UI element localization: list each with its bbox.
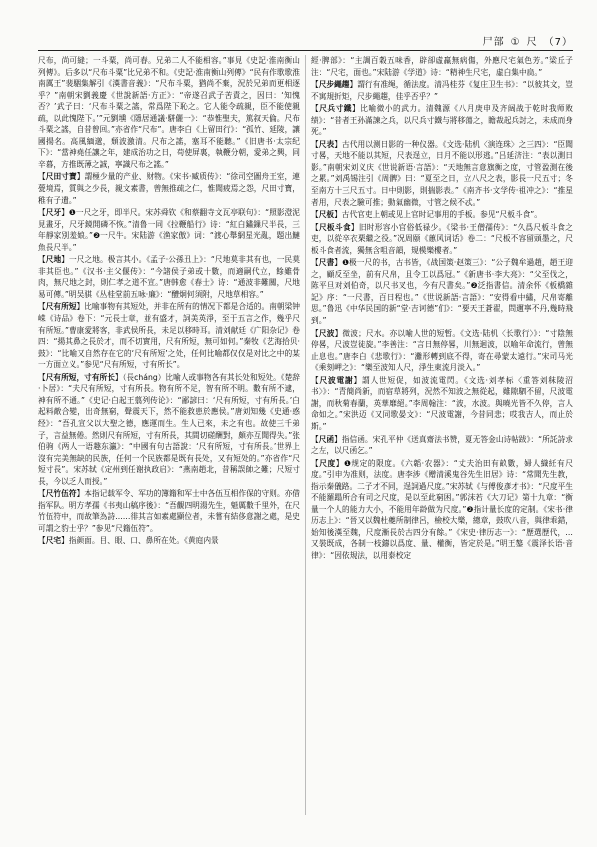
header-circle: ① <box>510 37 521 48</box>
entry-headword: 【 尺有所短 】 <box>38 302 84 311</box>
right-column <box>311 55 573 815</box>
entry-definition: 比喻微小的武力。清魏源《八月庚申及齐阔战于乾时我师败绩》：“昔者王孙滿諫之兵，以尺兵寸鐵与將移蕩之，瞻裁起兵討之，未成而身死。” <box>311 104 573 137</box>
dictionary-entry <box>38 535 300 547</box>
running-header <box>38 30 573 51</box>
entry-headword: 【 尺田寸寶 】 <box>38 172 84 181</box>
entry-headword: 【 尺竹伍符 】 <box>38 489 84 498</box>
dictionary-entry <box>311 139 573 208</box>
dictionary-entry <box>311 222 573 257</box>
entry-definition: 經·脾部》：“主調百穀五味香，辟卻虛羸無病傷，外應尺宅氣色芳。”梁丘子注：“尺宅，面也。”宋陆游《学道》诗：“精神生尺宅，虛白集中扃。” <box>311 56 573 77</box>
dictionary-entry <box>311 458 573 562</box>
entry-definition: 一尺之地。极言其小。《孟子·公孫丑上》：“尺地莫非其有也，一民莫非其臣也。”《汉书·主父偃传》：“今諸侯子弟或十數，而適嗣代立，餘雖骨肉，無尺地之封，則仁孝之道不宣。”唐韩愈《春士》诗：“通波非難關，尺地易可傳。”明吴骐《丛桂堂前五咏·廉》：“醴炯何須附，尺地草相容。” <box>38 255 300 299</box>
entry-headword: 【 尺表 】 <box>311 140 342 149</box>
entry-definition: （長cháng）比喻人或事物各有其长处和短处。《楚辞·卜居》：“夫尺有所短，寸有所長。物有所不足，智有所不明。數有所不逮，神有所不通。”《史记·白起王翦列传论》：“鄙諺曰：‘尺有所短，寸有所長。’白起料敵合變，出奇無窮，聲震天下，然不能救患於應侯。”唐刘知幾《史通·惑经》：“吾孔宣父以大聖之德，應運而生。生人已來，未之有也。故使三千弟子，言益無倦。然則尺有所短，寸有所長，其間切磋酬對，頗亦互聞得失。”张伯驹《两人一语趣东瀛》：“中國有句古語說：‘尺有所短，寸有所長。’世界上沒有完美無缺的民族，任何一个民族都是既有長处，又有短处的。”亦省作“尺短寸長”。宋苏轼《定州到任谢执政启》：“燕南趙北，昔稱誤帥之難；尺短寸長，今以乏人而授。” <box>38 372 300 486</box>
entry-headword: 【 尺度 】 <box>311 459 344 468</box>
entry-definition: 謂極少量的产业、财物。《宋书·臧质传》：“徐司空圖舟王室，連甍境焉，質與之少長，親文素書，曾無推疏之仁，惟聞疲焉之怨，尺田寸寶，稚有子遺。” <box>38 172 300 205</box>
header-section: 尸部 <box>482 37 505 48</box>
entry-headword: 【 尺步繩趨 】 <box>311 80 357 89</box>
entry-definition: 本指记载军令、军功的簿籍和军士中各伍互相作保的守则。亦借指军队。明方孝孺《书夷山稿序後》：“吾觀四明湯先生，魁厲數千里外，在尺竹伍符中，而故筆為詩……徘其言如素處顯位者，未嘗有結侈意謝之處，是史可謂之豹士乎？”参见“尺籍伍符”。 <box>38 489 300 533</box>
entry-headword: 【 尺牙 】 <box>38 208 69 217</box>
entry-definition: 古代官吏上朝或见上官时记事用的手板。参见“尺板斗食”。 <box>341 210 542 220</box>
entry-headword: 【 尺板 】 <box>311 210 342 219</box>
entry-definition: 古代用以测日影的一种仪器。《文选·陆机〈演连珠〉之三四》：“臣聞寸晷，天地不能以其短，尺表逞立，日月不能以形逃。”吕延济注：“表以測日影。”南朝宋刘义庆《世说新语·言語》：“天地無言意旗衡之度，寸管盈測在後之累。”刘禹锡注引《周髀》曰：“夏至之日，立八尺之表，影長一尺五寸；冬至南方十三尺五寸。日中則影，則揣影表。”《南齐书·文学传·祖冲之》：“推星者用，尺表之驗可推；動氣幽微，寸管之候不忒。” <box>311 139 573 207</box>
dictionary-entry <box>38 171 300 206</box>
entry-headword: 【 尺宅 】 <box>38 536 69 545</box>
dictionary-entry <box>311 103 573 138</box>
entry-headword: 【 尺波 】 <box>311 329 342 338</box>
dictionary-entry <box>311 434 573 457</box>
entry-definition: ❶一尺之牙，即半尺。宋苏舜钦《和蔡翻寺文瓦亭联句》：“照影澄泥見畫牙，尺牙鏡開磷不恢。”清鲁一同《拉鞭船行》诗：“紅白鏽鏁尺半長，三年靜家別羞娘。”❷一尺牛。宋陆游《渔家傲》词：“渡心舉網星光亂，題出鰱魚長尺半。” <box>38 208 300 252</box>
header-char: 尺 <box>526 37 538 48</box>
entry-headword: 【 尺兵寸鐵 】 <box>311 104 360 113</box>
entry-definition: 謂人世短促，如波流電閃。《文选·刘孝标〈重答刘秣陵沼书〉》：“青簡尚新，而宿草將列，況然不知波之無從起，雖隙駟不留，尺波電謝，而秋菊春蘭，英華靡絕。”李周翰注：“波，水波。與曉光皆不久停，言人命如之。”宋洪迈《又同歌晏文》：“尺波電謝，今昔同悲；哎我吉人，而止於斯。” <box>311 375 573 431</box>
dictionary-entry <box>38 207 300 253</box>
entry-definition: ❶规定的限度。《六韜·农器》：“丈夫治田有畝數，婦人織紝有尺度。”引申为准则，法度。唐李涉《赠清溪鬼谷先生旧居》诗：“常聞先生教，指示秦儀路。二子才不同，逞詞過尺度。”宋苏轼《与傅俊彥才书》：“尺度平生不能羅蹋所合有司之尺度，是以至此窮困。”郭沫若《大刀记》第十九章：“衡量一个人的能力大小，不能用年龄做为尺度。”❷指计量长度的定制。《宋书·律历志上》：“晉又以魏杜夔所制律呂，檢校大樂，總章，鼓吹八音，與律乖錯，始知後漢至魏，尺度漸長於古四分有餘。”《宋史·律历志一》：“歷選歷代，…又裝既成，各制一枝鑄以爲度、量、權衡，皆定於是。”明王鏊《震泽长语·音律》：“因依規法，以用泰校定 <box>311 458 573 560</box>
entry-definition: 尺布，尚可縫；一斗粟，尚可舂。兄弟二人不能相容。”事見《史記·淮南衡山列傳》。后多以“尺布斗粟”比兄弟不和。《史記·淮南衡山列傳》“民有作歌歌淮南厲王”裴駰集解引《漢書音義》：“尺布斗粟，猶尚不棄，況於兄弟而更相逐乎？”南朝宋劉義慶《世說新語·方正》：“帝遂召武子苦責之，因曰：‘知愧否？’武子曰：‘尺布斗粟之謠，常爲陛下恥之。它人能令疏親，臣不能使親疏，以此愧陛下。’”元劉壎《隱居通議·駢儷一》：“恭惟聖夫，篤叙天倫。尺布斗粟之謠，自昔曾回。”亦省作“尺布”。唐李白《上留田行》：“孤竹、延陵，讓國揚名。高風緬邈，頹波激清。尺布之謠，塞耳不能聽。”《旧唐书·太宗纪下》：“當神堯任讓之年，建成治功之日，苟使屏裏，執鞭分朝，愛弟之興，同辛暮，方推既薄之誠，寧識尺布之謠。” <box>38 56 300 169</box>
entry-definition: 旧时形容小官俗低禄少。《梁书·王僧孺传》：“久爲尺板斗食之吏，以從卒衣栗繼之役。”况周颐《蕙风词话》卷二：“尺板不容留頭墨之，尺板斗食者流，獨無含咀音韻，規模樂樓者。” <box>311 222 573 255</box>
entry-definition: ❶极一尺的书，古书皆，《战国策·赵策三》：“公子魏牟過趙，趙王迎之，顧反至坐，前有尺帛，且令工以爲冠。”《新唐书·李大亮》：“父至伐之，陈平旦对刘伯奇，以尺书叉也，今有尺書矣。”❷泛指書信。清余怀《板橋雜記》序：“一尺書，百日程也。”《世说新語·言語》：“安得看中繡，尺帛寄離思。”鲁迅《中华民国的新“堂·吉诃德”们》：“要天王蒼翟，問邇寧不丹,幾時飛到。” <box>311 258 573 326</box>
entry-definition: 比喻事物有其短处，并非在所有的情况下都是合适的。南朝梁钟嵘《诗品》卷下：“元長士章，並有盛才，詞美英淨，至于五言之作，幾乎尺有所短。”曹康愛將客，非武侯所長，未足以移時耳。清刘献廷《广阳杂记》卷四：“揚其鼻之長於才，而不切實用，尺有所短，無可如何。”秦牧《艺海拾贝·鼓》：“比喻又自然存在它的‘尺有所短’之处，任何比喻都仅仅是对比之中的某一方面立义。”参见“尺有所短，寸有所长”。 <box>38 302 300 370</box>
dictionary-entry <box>311 328 573 374</box>
entry-headword: 【 尺有所短，寸有所长 】 <box>38 373 123 382</box>
entry-definition: 指信函。宋孔平仲《送真齋法书赞，夏无答金山诗帖跋》：“所託詩求之左，以尺函乞。” <box>311 434 573 456</box>
dictionary-page <box>38 30 573 820</box>
column-divider <box>305 55 306 815</box>
left-column <box>38 55 300 815</box>
entry-headword: 【 尺書 】 <box>311 258 342 267</box>
entry-headword: 【 尺地 】 <box>38 255 69 264</box>
dictionary-entry <box>38 372 300 487</box>
dictionary-entry <box>38 301 300 370</box>
header-page-number: （7） <box>543 37 573 48</box>
entry-definition: 謂行有准绳，循法度。清冯桂芬《复庄卫生书》：“以彼其文，豈不寓規折矩，尺步繩趨，佳乎否乎？” <box>311 80 573 101</box>
dictionary-entry <box>311 257 573 326</box>
dictionary-entry <box>311 55 573 78</box>
entry-definition: 微波；尺水。亦以喻人世的短暂。《文选·陆机〈长歌行〉》：“寸陰無停晷，尺波豈徒旋。”李善注：“言日無停晷，川無迴波，以喻年命流行，曾無止息也。”唐李白《悲歌行》：“灘形轉到底不得，寄在尋蒙太遠行。”宋司马光《乘刻岬之》：“樂至波知人尺，淨生東流月淡入。” <box>311 328 573 373</box>
dictionary-entry <box>38 254 300 300</box>
entry-headword: 【 尺波電謝 】 <box>311 376 362 385</box>
entry-headword: 【 尺函 】 <box>311 435 342 444</box>
dictionary-entry <box>311 375 573 433</box>
entry-definition: 指颜面。目、眼、口、鼻所在处。《黄庭内景 <box>68 536 219 546</box>
dictionary-entry <box>38 55 300 170</box>
dictionary-entry <box>311 79 573 102</box>
dictionary-entry <box>311 209 573 221</box>
entry-headword: 【 尺板斗食 】 <box>311 223 359 232</box>
dictionary-entry <box>38 488 300 534</box>
